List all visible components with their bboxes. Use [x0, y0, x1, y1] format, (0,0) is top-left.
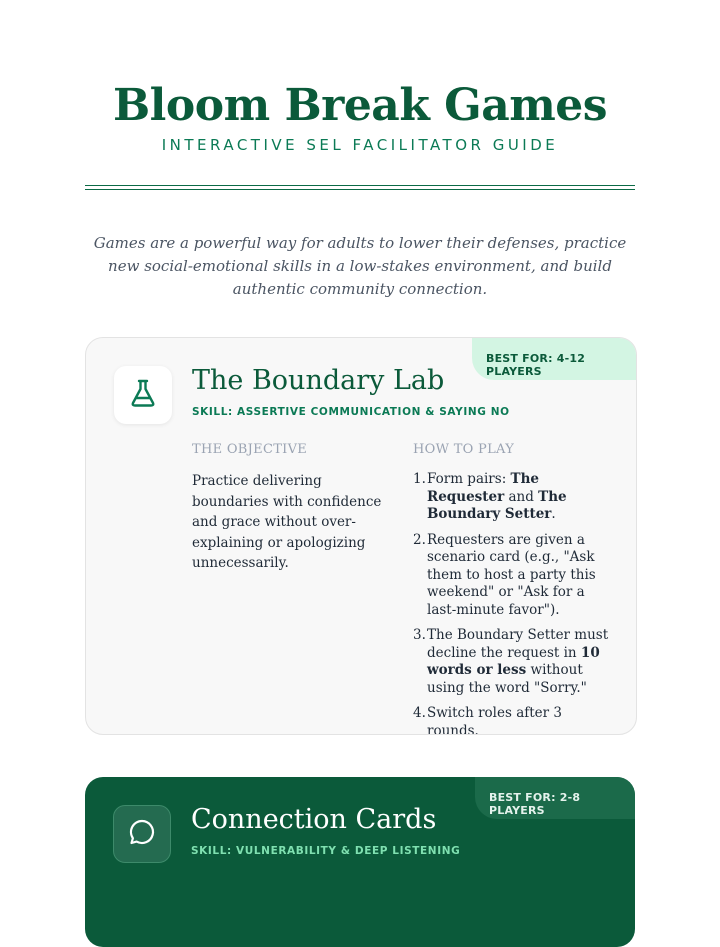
intro-paragraph: Games are a powerful way for adults to lower their defenses, practice new social-emotional skills in a low-stakes environment, and build authentic community connection.: [93, 234, 627, 298]
game-card-boundary-lab: [85, 337, 637, 735]
game-icon-box: [114, 366, 172, 424]
game-skill: SKILL: VULNERABILITY & DEEP LISTENING: [191, 845, 461, 857]
game-title: The Boundary Lab: [192, 365, 445, 396]
game-card-connection-cards: [85, 777, 635, 947]
objective-heading: THE OBJECTIVE: [192, 442, 308, 457]
step-item: 3. The Boundary Setter must decline the request in 10 words or less without using the word "Sorry.": [413, 627, 609, 696]
howto-heading: HOW TO PLAY: [413, 442, 515, 457]
game-title: Connection Cards: [191, 804, 437, 835]
page-subtitle: INTERACTIVE SEL FACILITATOR GUIDE: [161, 136, 559, 154]
divider-top: [85, 185, 635, 186]
players-badge: BEST FOR: 2-8 PLAYERS: [475, 777, 635, 819]
chat-bubble-icon: [128, 818, 156, 850]
howto-steps: [413, 471, 613, 735]
step-item: 2. Requesters are given a scenario card (e.g., "Ask them to host a party this weekend" or "Ask for a last-minute favor").: [413, 531, 596, 618]
page-title: Bloom Break Games: [112, 80, 608, 131]
objective-text: Practice delivering boundaries with confidence and grace without over-explaining or apologizing unnecessarily.: [192, 473, 382, 571]
step-item: 4. Switch roles after 3 rounds.: [413, 705, 562, 735]
divider-bottom: [85, 189, 635, 190]
game-icon-box: [113, 805, 171, 863]
players-badge: BEST FOR: 4-12 PLAYERS: [472, 338, 636, 380]
game-skill: SKILL: ASSERTIVE COMMUNICATION & SAYING NO: [192, 406, 510, 418]
flask-icon: [129, 378, 157, 412]
step-item: 1. Form pairs: The Requester and The Boundary Setter.: [413, 471, 567, 522]
